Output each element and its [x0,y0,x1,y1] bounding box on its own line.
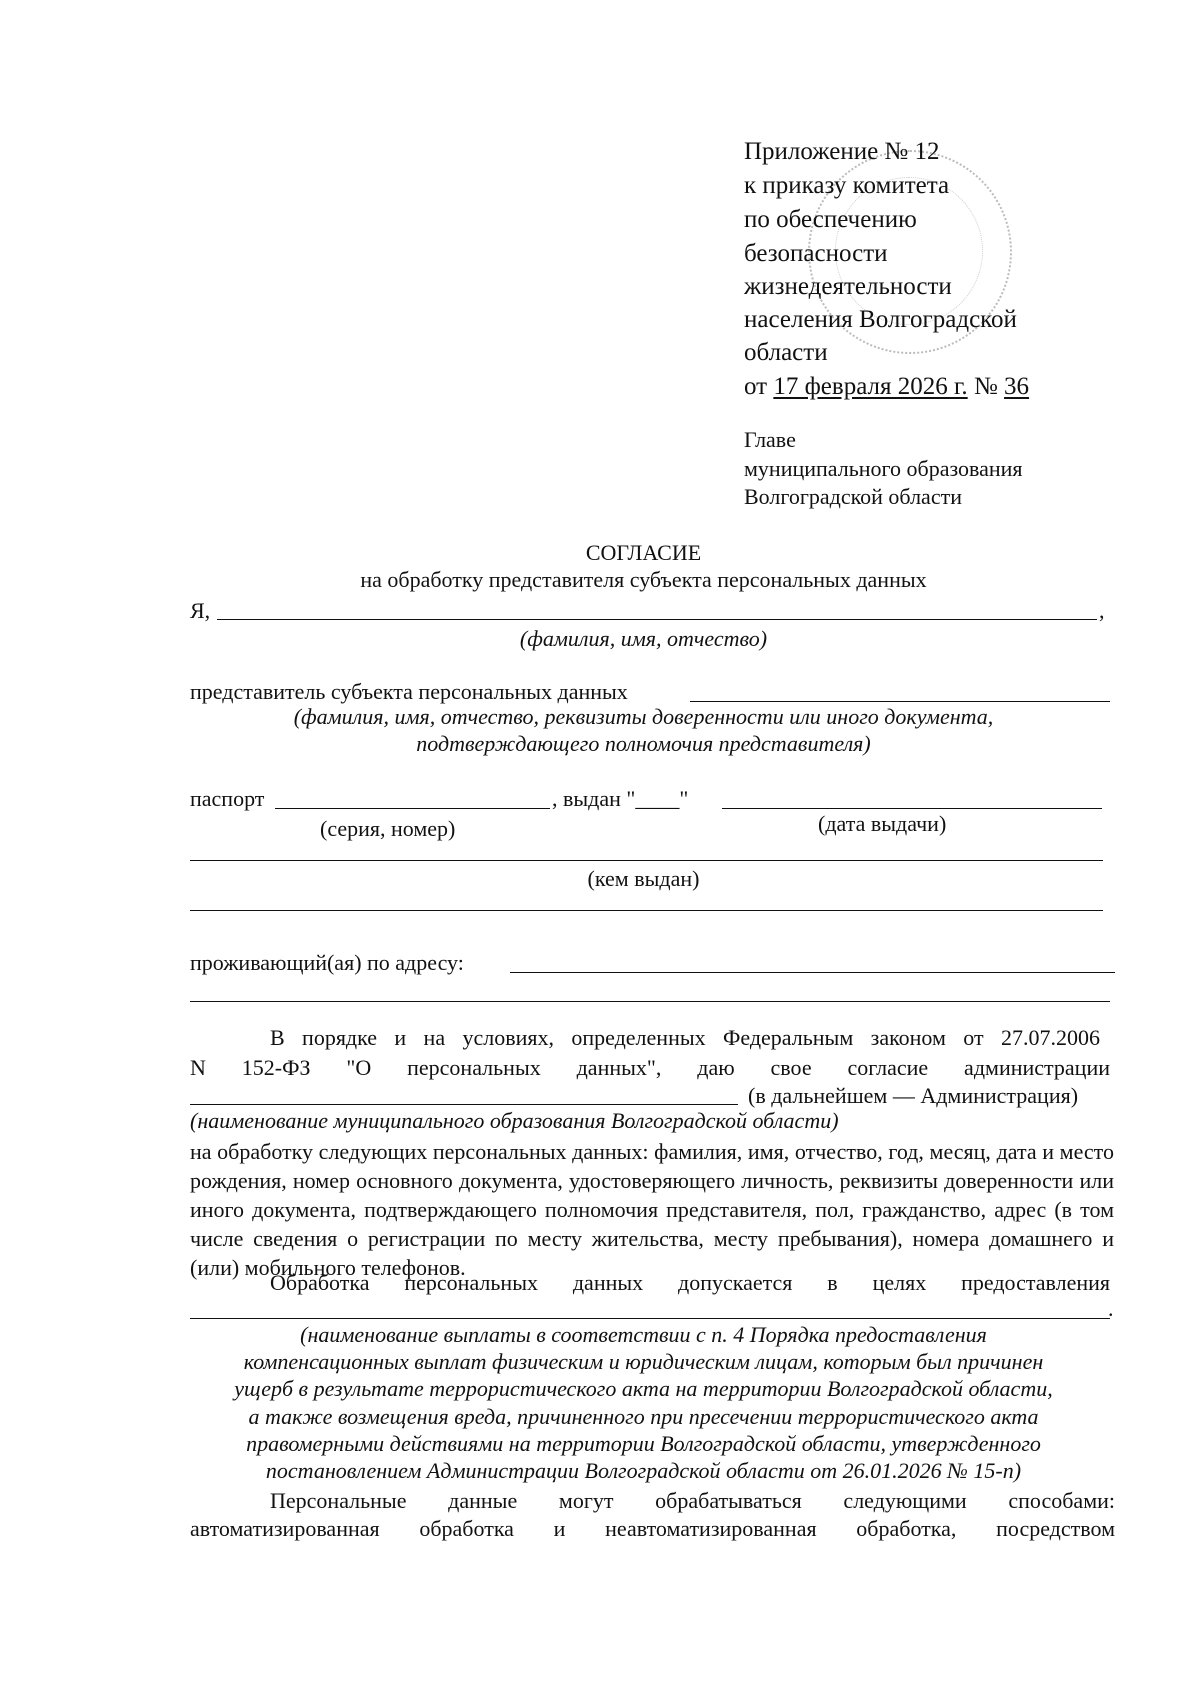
processing-methods-line: Персональные данные могут обрабатываться следующими способами: [270,1488,1115,1513]
address-label: проживающий(ая) по адресу: [190,950,464,975]
administration-note: (в дальнейшем — Администрация) [748,1083,1079,1108]
payment-hint: (наименование выплаты в соответствии с п. 4 Порядка предоставления [300,1322,987,1347]
appendix-line: безопасности [744,240,888,267]
appendix-line: населения Волгоградской [744,306,1017,333]
period: . [1108,1296,1114,1321]
addressee-line: Главе [744,427,796,452]
personal-data-list: на обработку следующих персональных данных: фамилия, имя, отчество, год, месяц, дата и место рождения, номер основного документа, удостоверяющего личность, реквизиты доверенности или иного документа, подтверждающего полномочия представителя, пол, гражданство, адрес (в том числе сведения о регистрации по месту жительства, месту пребывания), номера домашнего и (или) мобильного телефонов. [190,1139,1114,1280]
addressee-line: Волгоградской области [744,484,962,509]
order-number: 36 [1004,373,1030,400]
consent-paragraph-line: В порядке и на условиях, определенных Федеральным законом от 27.07.2006 [270,1025,1100,1050]
representative-hint: (фамилия, имя, отчество, реквизиты доверенности или иного документа, [293,704,994,729]
issue-date-field-line[interactable] [722,808,1102,809]
order-date-line [744,372,1029,402]
document-title: СОГЛАСИЕ [585,540,702,565]
passport-series-field-line[interactable] [275,808,550,809]
payment-hint: компенсационных выплат физическим и юридическим лицам, которым был причинен [243,1349,1044,1374]
issuer-hint: (кем выдан) [587,866,700,891]
order-date: 17 февраля 2026 г. [773,373,968,400]
comma: , [1099,598,1105,623]
fio-field-line[interactable] [217,619,1097,620]
consent-paragraph-line: N 152-ФЗ "О персональных данных", даю свое согласие администрации [190,1055,1110,1080]
issued-label: , выдан "____" [552,786,689,811]
payment-hint: правомерными действиями на территории Волгоградской области, утвержденного [246,1431,1041,1456]
municipality-hint: (наименование муниципального образования Волгоградской области) [190,1108,839,1133]
date-prefix: от [744,373,768,400]
appendix-number: Приложение № 12 [744,138,940,165]
purpose-paragraph: Обработка персональных данных допускается в целях предоставления [270,1270,1110,1295]
payment-hint: постановлением Администрации Волгоградской области от 26.01.2026 № 15-п) [265,1458,1022,1483]
payment-field-line[interactable] [190,1318,1110,1319]
payment-hint: ущерб в результате террористического акта на территории Волгоградской области, [234,1376,1053,1401]
representative-label: представитель субъекта персональных данных [190,679,628,704]
fio-hint: (фамилия, имя, отчество) [519,626,768,651]
issuer-field-line-2[interactable] [190,910,1103,911]
date-hint: (дата выдачи) [818,811,947,836]
appendix-line: области [744,339,828,366]
appendix-line: по обеспечению [744,206,917,233]
series-hint: (серия, номер) [320,816,456,841]
i-label: Я, [190,598,211,623]
passport-label: паспорт [190,786,265,811]
addressee-line: муниципального образования [744,456,1023,481]
address-field-line-2[interactable] [190,1001,1110,1002]
appendix-line: к приказу комитета [744,172,950,199]
representative-hint: подтверждающего полномочия представителя) [416,731,871,756]
municipality-field-line[interactable] [190,1104,738,1105]
appendix-line: жизнедеятельности [744,273,952,300]
document-subtitle: на обработку представителя субъекта персональных данных [360,567,927,592]
issuer-field-line[interactable] [190,860,1103,861]
address-field-line[interactable] [510,972,1115,973]
payment-hint: а также возмещения вреда, причиненного при пресечении террористического акта [248,1404,1039,1429]
representative-field-line[interactable] [690,701,1110,702]
number-sign: № [973,373,998,400]
processing-methods-line: автоматизированная обработка и неавтоматизированная обработка, посредством [190,1516,1115,1541]
